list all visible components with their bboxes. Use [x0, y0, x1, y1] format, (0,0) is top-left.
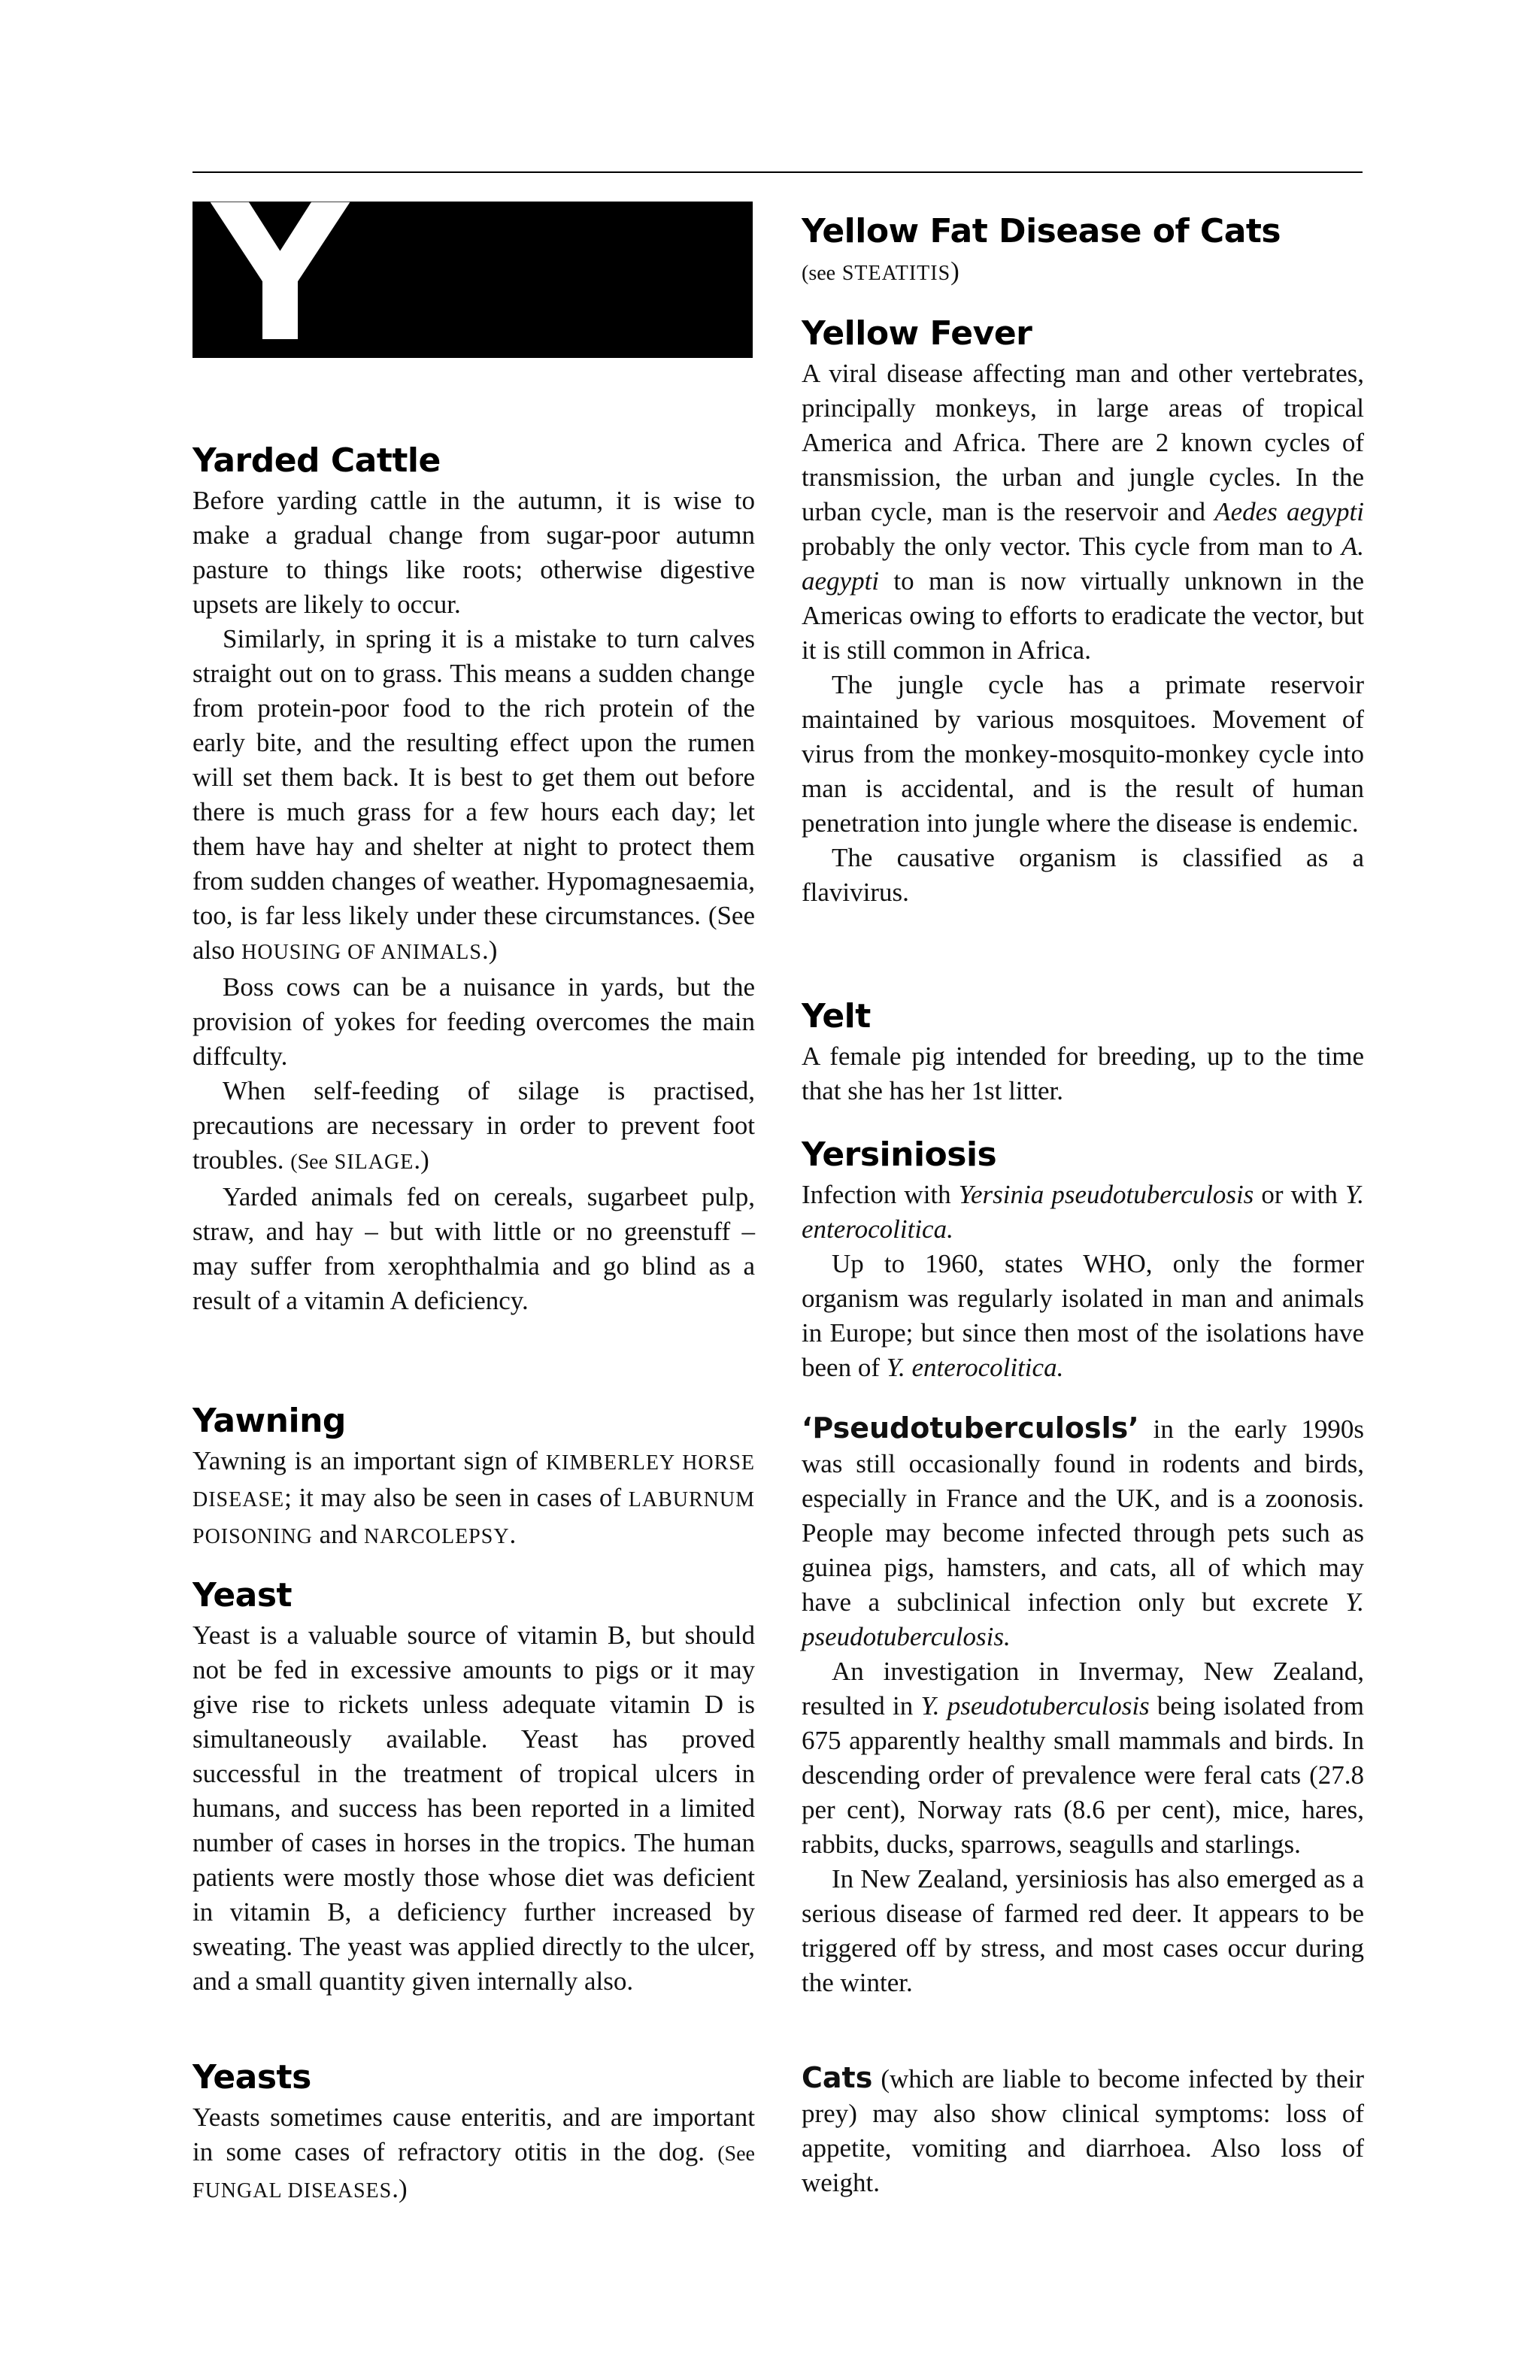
cross-reference: NARCOLEPSY [363, 1525, 510, 1548]
paragraph: When self-feeding of silage is practised, precautions are necessary in order to prevent foot troubles. (See SILAGE.) [192, 1076, 755, 1175]
paragraph: A viral disease affecting man and other vertebrates, principally monkeys, in large areas of tropical America and Africa. There are 2 known cycles of transmission, the urban and jungle cycles. In the urban cycle, man is the reservoir and Aedes aegypti probably the only vector. This cycle from man to A. aegypti to man is now virtually unknown in the Americas owing to efforts to eradicate the vector, but it is still common in Africa. [802, 359, 1365, 665]
paragraph: The causative organism is classified as a flavivirus. [802, 843, 1364, 907]
entry-yersiniosis [802, 1132, 1364, 1385]
section-letter-block [192, 202, 753, 358]
entry-yellow-fat-disease [802, 209, 1364, 291]
run-in-heading: ‘Pseudotuberculosls’ [802, 1411, 1139, 1445]
entry-yawning [192, 1399, 755, 1554]
paragraph: Before yarding cattle in the autumn, it is wise to make a gradual change from sugar-poor autumn pasture to things like roots; otherwise digestive upsets are likely to occur. [192, 486, 755, 619]
paragraph: Yawning is an important sign of KIMBERLEY HORSE DISEASE; it may also be seen in cases of LABURNUM POISONING and NARCOLEPSY. [192, 1446, 756, 1549]
paragraph: In New Zealand, yersiniosis has also emerged as a serious disease of farmed red deer. It appears to be triggered off by stress, and most cases occur during the winter. [802, 1864, 1364, 1997]
subentry-pseudotuberculosis [802, 1411, 1364, 2000]
cross-reference: FUNGAL DISEASES [192, 2179, 393, 2203]
entry-yeasts [192, 2055, 755, 2209]
entry-title: Yelt [802, 997, 871, 1035]
paragraph: (see STEATITIS) [802, 256, 959, 286]
paragraph: A female pig intended for breeding, up to the time that she has her 1st litter. [802, 1041, 1364, 1105]
entry-title: Yellow Fat Disease of Cats [802, 212, 1281, 250]
entry-title: Yeasts [192, 2058, 311, 2097]
cross-reference: LABURNUM POISONING [192, 1488, 756, 1548]
section-letter: Y [212, 202, 344, 358]
entry-title: Yersiniosis [802, 1135, 997, 1174]
entry-title: Yarded Cattle [192, 441, 441, 480]
entry-yeast [192, 1573, 755, 1999]
cross-reference: HOUSING OF ANIMALS [241, 941, 482, 964]
subentry-cats [802, 2060, 1364, 2200]
top-rule [192, 171, 1363, 173]
entry-yelt [802, 994, 1364, 1108]
entry-title: Yellow Fever [802, 314, 1032, 353]
paragraph: Yeasts sometimes cause enteritis, and are important in some cases of refractory otitis in the dog. (See FUNGAL DISEASES.) [192, 2103, 755, 2203]
paragraph: An investigation in Invermay, New Zealand, resulted in Y. pseudotuberculosis being isolated from 675 apparently healthy small mammals and birds. In descending order of prevalence were feral cats (27.8 per cent), Norway rats (8.6 per cent), mice, hares, rabbits, ducks, sparrows, seagulls and starlings. [802, 1657, 1365, 1859]
cross-reference: STEATITIS [841, 262, 951, 285]
paragraph: ‘Pseudotuberculosls’ in the early 1990s was still occasionally found in rodents and birds, especially in France and the UK, and is a zoonosis. People may become infected through pets such as guinea pigs, hamsters, and cats, all of which may have a subclinical infection only but excrete Y. pseudotuberculosis. [802, 1411, 1364, 1651]
run-in-heading: Cats [802, 2061, 873, 2094]
paragraph: Infection with Yersinia pseudotuberculosis or with Y. enterocolitica. [802, 1180, 1365, 1244]
paragraph: Yeast is a valuable source of vitamin B, but should not be fed in excessive amounts to pigs or it may give rise to rickets unless adequate vitamin D is simultaneously available. Yeast has proved successful in the treatment of tropical ulcers in humans, and success has been reported in a limited number of cases in horses in the tropics. The human patients were mostly those whose diet was deficient in vitamin B, a deficiency further increased by sweating. The yeast was applied directly to the ulcer, and a small quantity given internally also. [192, 1621, 755, 1996]
entry-title: Yawning [192, 1402, 346, 1440]
paragraph: Yarded animals fed on cereals, sugarbeet pulp, straw, and hay – but with little or no greenstuff – may suffer from xerophthalmia and go blind as a result of a vitamin A deficiency. [192, 1182, 755, 1315]
cross-reference: SILAGE [334, 1151, 414, 1174]
paragraph: Cats (which are liable to become infected by their prey) may also show clinical symptoms: loss of appetite, vomiting and diarrhoea. Also loss of weight. [802, 2061, 1364, 2197]
entry-title: Yeast [192, 1576, 293, 1614]
paragraph: The jungle cycle has a primate reservoir maintained by various mosquitoes. Movement of virus from the monkey-mosquito-monkey cycle into man is accidental, and is the result of human penetration into jungle where the disease is endemic. [802, 670, 1364, 838]
entry-yellow-fever [802, 311, 1364, 910]
paragraph: Up to 1960, states WHO, only the former organism was regularly isolated in man and animals in Europe; but since then most of the isolations have been of Y. enterocolitica. [802, 1249, 1364, 1382]
paragraph: Boss cows can be a nuisance in yards, but the provision of yokes for feeding overcomes the main diffculty. [192, 972, 755, 1071]
entry-yarded-cattle [192, 438, 755, 1318]
cross-reference: KIMBERLEY HORSE DISEASE [192, 1451, 755, 1511]
paragraph: Similarly, in spring it is a mistake to turn calves straight out on to grass. This means a sudden change from protein-poor food to the rich protein of the early bite, and the resulting effect upon the rumen will set them back. It is best to get them out before there is much grass for a few hours each day; let them have hay and shelter at night to protect them from sudden changes of weather. Hypomagnesaemia, too, is far less likely under these circumstances. (See also HOUSING OF ANIMALS.) [192, 624, 756, 965]
